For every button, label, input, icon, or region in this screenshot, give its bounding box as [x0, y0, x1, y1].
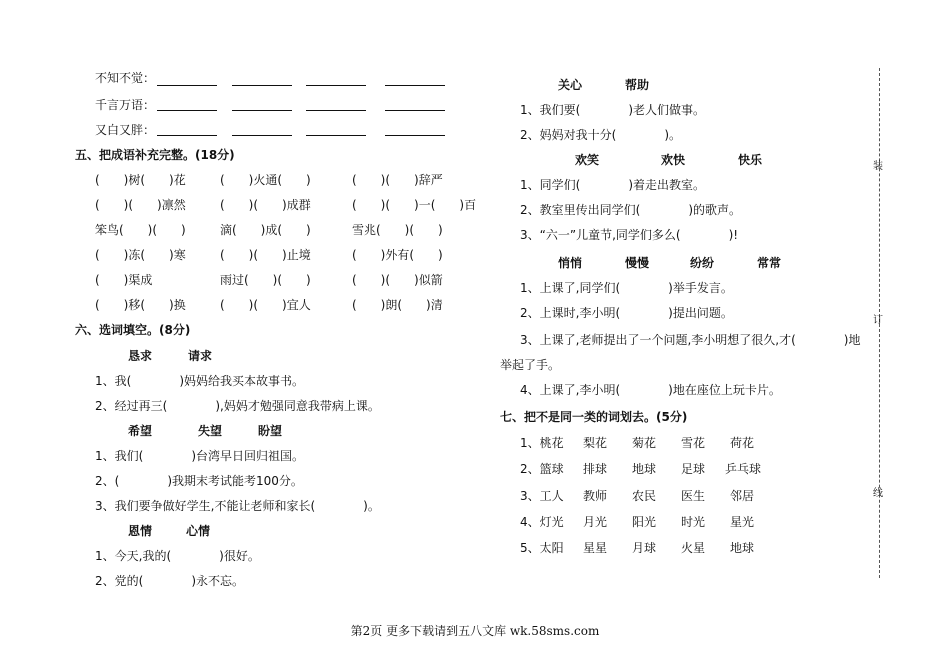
fill-sentence[interactable]: 1、我( )妈妈给我买本故事书。 [95, 374, 304, 388]
fill-sentence[interactable]: 1、同学们( )着走出教室。 [520, 178, 705, 192]
blank-line[interactable] [232, 135, 292, 136]
section-5-title: 五、把成语补充完整。(18分) [75, 148, 235, 162]
word-choice: 欢快 [661, 153, 686, 167]
binding-label: 装 [873, 161, 883, 172]
blank-line[interactable] [385, 110, 445, 111]
word-item[interactable]: 火星 [681, 541, 706, 555]
fill-sentence-continued: 举起了手。 [500, 358, 561, 372]
idiom-item[interactable]: ( )( )辞严 [352, 173, 443, 187]
word-item[interactable]: 4、灯光 [520, 515, 564, 529]
binding-label: 订 [873, 315, 883, 326]
word-choice: 帮助 [625, 78, 650, 92]
idiom-item[interactable]: ( )( )止境 [220, 248, 311, 262]
fill-sentence[interactable]: 2、妈妈对我十分( )。 [520, 128, 681, 142]
word-choice: 纷纷 [690, 256, 715, 270]
idiom-item[interactable]: 雨过( )( ) [220, 273, 311, 287]
fill-sentence[interactable]: 2、( )我期末考试能考100分。 [95, 474, 303, 488]
idiom-item[interactable]: ( )渠成 [95, 273, 153, 287]
blank-line[interactable] [157, 85, 217, 86]
fill-sentence[interactable]: 2、党的( )永不忘。 [95, 574, 244, 588]
blank-line[interactable] [157, 110, 217, 111]
fill-sentence[interactable]: 2、教室里传出同学们( )的歌声。 [520, 203, 741, 217]
word-choice: 快乐 [738, 153, 763, 167]
word-choice: 心情 [186, 524, 211, 538]
fill-sentence[interactable]: 3、我们要争做好学生,不能让老师和家长( )。 [95, 499, 380, 513]
fill-sentence[interactable]: 3、“六一”儿童节,同学们多么( )! [520, 228, 739, 242]
word-choice: 恳求 [128, 349, 153, 363]
word-choice: 常常 [757, 256, 782, 270]
word-choice: 欢笑 [575, 153, 600, 167]
idiom-item[interactable]: ( )火通( ) [220, 173, 311, 187]
idiom-item[interactable]: ( )( )成群 [220, 198, 311, 212]
fill-sentence[interactable]: 1、上课了,同学们( )举手发言。 [520, 281, 733, 295]
word-item[interactable]: 邻居 [730, 489, 755, 503]
word-item[interactable]: 教师 [583, 489, 608, 503]
word-choice: 盼望 [258, 424, 283, 438]
idiom-item[interactable]: ( )移( )换 [95, 298, 186, 312]
section-6-title: 六、选词填空。(8分) [75, 323, 191, 337]
idiom-item[interactable]: ( )( )凛然 [95, 198, 186, 212]
word-item[interactable]: 菊花 [632, 436, 657, 450]
word-item[interactable]: 2、篮球 [520, 462, 564, 476]
word-item[interactable]: 荷花 [730, 436, 755, 450]
fill-sentence[interactable]: 2、经过再三( ),妈妈才勉强同意我带病上课。 [95, 399, 380, 413]
fill-sentence[interactable]: 1、我们要( )老人们做事。 [520, 103, 705, 117]
binding-label: 线 [873, 488, 883, 499]
blank-line[interactable] [385, 85, 445, 86]
fill-sentence[interactable]: 1、今天,我的( )很好。 [95, 549, 260, 563]
word-item[interactable]: 3、工人 [520, 489, 564, 503]
word-choice: 关心 [558, 78, 583, 92]
word-choice: 慢慢 [625, 256, 650, 270]
word-item[interactable]: 医生 [681, 489, 706, 503]
word-choice: 悄悄 [558, 256, 583, 270]
word-item[interactable]: 星星 [583, 541, 608, 555]
word-item[interactable]: 地球 [730, 541, 755, 555]
blank-line[interactable] [157, 135, 217, 136]
idiom-item[interactable]: ( )( )宜人 [220, 298, 311, 312]
idiom-item[interactable]: ( )( )似箭 [352, 273, 443, 287]
word-item[interactable]: 梨花 [583, 436, 608, 450]
fill-sentence[interactable]: 4、上课了,李小明( )地在座位上玩卡片。 [520, 383, 781, 397]
section-7-title: 七、把不是同一类的词划去。(5分) [500, 410, 688, 424]
idiom-label: 又白又胖： [95, 123, 156, 137]
word-item[interactable]: 星光 [730, 515, 755, 529]
word-item[interactable]: 1、桃花 [520, 436, 564, 450]
word-item[interactable]: 5、太阳 [520, 541, 564, 555]
word-item[interactable]: 足球 [681, 462, 706, 476]
blank-line[interactable] [306, 110, 366, 111]
blank-line[interactable] [232, 110, 292, 111]
word-item[interactable]: 月光 [583, 515, 608, 529]
idiom-item[interactable]: ( )( )一( )百 [352, 198, 477, 212]
fill-sentence[interactable]: 2、上课时,李小明( )提出问题。 [520, 306, 733, 320]
word-item[interactable]: 时光 [681, 515, 706, 529]
word-choice: 希望 [128, 424, 153, 438]
blank-line[interactable] [385, 135, 445, 136]
word-choice: 失望 [198, 424, 223, 438]
word-choice: 请求 [188, 349, 213, 363]
word-choice: 恩情 [128, 524, 153, 538]
blank-line[interactable] [306, 135, 366, 136]
fill-sentence[interactable]: 3、上课了,老师提出了一个问题,李小明想了很久,才( )地 [520, 333, 861, 347]
word-item[interactable]: 排球 [583, 462, 608, 476]
idiom-item[interactable]: ( )朗( )清 [352, 298, 443, 312]
idiom-item[interactable]: 雪兆( )( ) [352, 223, 443, 237]
idiom-label: 不知不觉： [95, 71, 156, 85]
blank-line[interactable] [232, 85, 292, 86]
page-footer: 第2页 更多下载请到五八文库 wk.58sms.com [350, 624, 600, 638]
idiom-item[interactable]: ( )外有( ) [352, 248, 443, 262]
word-item[interactable]: 月球 [632, 541, 657, 555]
word-item[interactable]: 雪花 [681, 436, 706, 450]
idiom-label: 千言万语： [95, 98, 156, 112]
word-item[interactable]: 农民 [632, 489, 657, 503]
word-item[interactable]: 阳光 [632, 515, 657, 529]
word-item[interactable]: 地球 [632, 462, 657, 476]
idiom-item[interactable]: 滴( )成( ) [220, 223, 311, 237]
blank-line[interactable] [306, 85, 366, 86]
fill-sentence[interactable]: 1、我们( )台湾早日回归祖国。 [95, 449, 304, 463]
word-item[interactable]: 乒乓球 [725, 462, 762, 476]
idiom-item[interactable]: ( )树( )花 [95, 173, 186, 187]
idiom-item[interactable]: ( )冻( )寒 [95, 248, 186, 262]
idiom-item[interactable]: 笨鸟( )( ) [95, 223, 186, 237]
